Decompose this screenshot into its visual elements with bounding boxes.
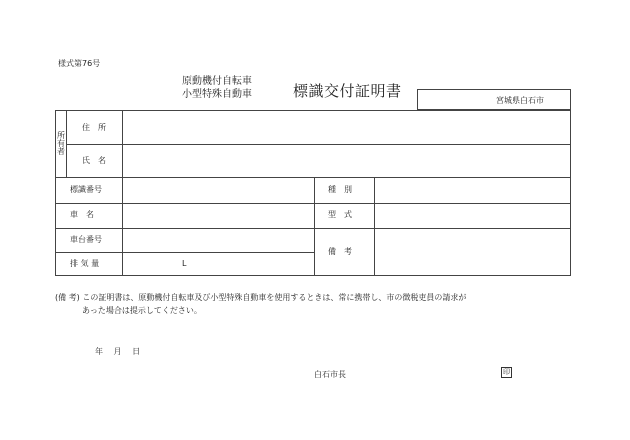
name-label: 氏 名	[82, 156, 106, 165]
issue-date: 年 月 日	[95, 347, 141, 356]
owner-group-label	[56, 132, 66, 156]
remarks-label: 備 考	[328, 247, 352, 256]
seal-mark: 印	[503, 368, 510, 376]
chassis-number-label: 車台番号	[70, 235, 102, 244]
address-label: 住 所	[82, 123, 106, 132]
row-divider	[56, 228, 570, 229]
col-divider	[374, 177, 375, 275]
owner-char: 有	[57, 139, 65, 148]
issuer-signature: 白石市長	[314, 370, 346, 379]
displacement-label: 排 気 量	[70, 259, 100, 268]
issuer-name: 宮城県白石市	[496, 96, 544, 105]
certificate-table	[55, 110, 571, 276]
category-label: 種 別	[328, 185, 352, 194]
document-title: 標識交付証明書	[293, 82, 402, 100]
row-divider	[56, 252, 314, 253]
owner-char: 者	[57, 147, 65, 156]
displacement-unit: L	[182, 259, 187, 268]
col-divider	[122, 111, 123, 275]
row-divider	[56, 177, 570, 178]
vehicle-type-moped: 原動機付自転車	[182, 76, 252, 87]
form-number: 様式第76号	[58, 59, 101, 68]
note-line-2: あった場合は提示してください。	[82, 306, 202, 315]
plate-number-label: 標識番号	[70, 185, 102, 194]
note-line-1: (備 考) この証明書は、原動機付自転車及び小型特殊自動車を使用するときは、常に携帯し、市の徴税吏員の請求が	[55, 293, 467, 302]
row-divider	[56, 203, 570, 204]
owner-char: 所	[57, 131, 65, 140]
vehicle-name-label: 車 名	[70, 210, 94, 219]
vehicle-type-small-special: 小型特殊自動車	[182, 89, 252, 100]
row-divider	[66, 144, 570, 145]
model-label: 型 式	[328, 210, 352, 219]
issuer-box	[417, 89, 571, 110]
col-divider	[314, 177, 315, 275]
col-divider	[66, 111, 67, 177]
